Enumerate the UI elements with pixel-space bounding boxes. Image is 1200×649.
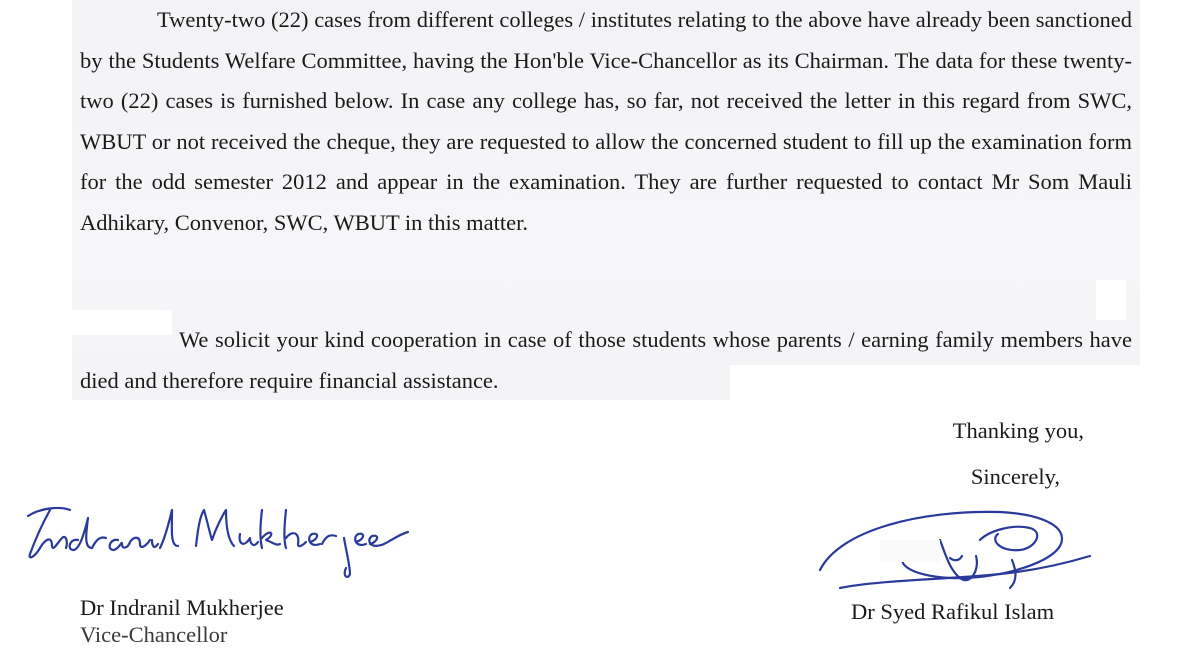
signatory-left-name: Dr Indranil Mukherjee	[80, 595, 284, 620]
body-paragraph-1: Twenty-two (22) cases from different colleges / institutes relating to the above have already been sanctioned by the Students Welfare Committee, having the Hon'ble Vice-Chancellor as its Chairman. The data for these twenty-two (22) cases is furnished below. In case any college has, so far, not received the letter in this regard from SWC, WBUT or not received the cheque, they are requested to allow the concerned student to fill up the examination form for the odd semester 2012 and appear in the examination. They are further requested to contact Mr Som Mauli Adhikary, Convenor, SWC, WBUT in this matter.	[80, 7, 1132, 235]
redaction-patch	[880, 540, 940, 562]
scan-shading-gap	[1096, 280, 1126, 320]
body-paragraph-2: We solicit your kind cooperation in case of those students whose parents / earning family members have died and therefore require financial assistance.	[80, 327, 1132, 393]
closing-thanks: Thanking you,	[952, 418, 1084, 443]
signature-left	[0, 488, 420, 588]
closing-sincerely: Sincerely,	[970, 464, 1060, 489]
signature-right	[800, 500, 1160, 600]
signatory-left-title: Vice-Chancellor	[80, 622, 228, 647]
signatory-right-name: Dr Syed Rafikul Islam	[851, 599, 1055, 624]
